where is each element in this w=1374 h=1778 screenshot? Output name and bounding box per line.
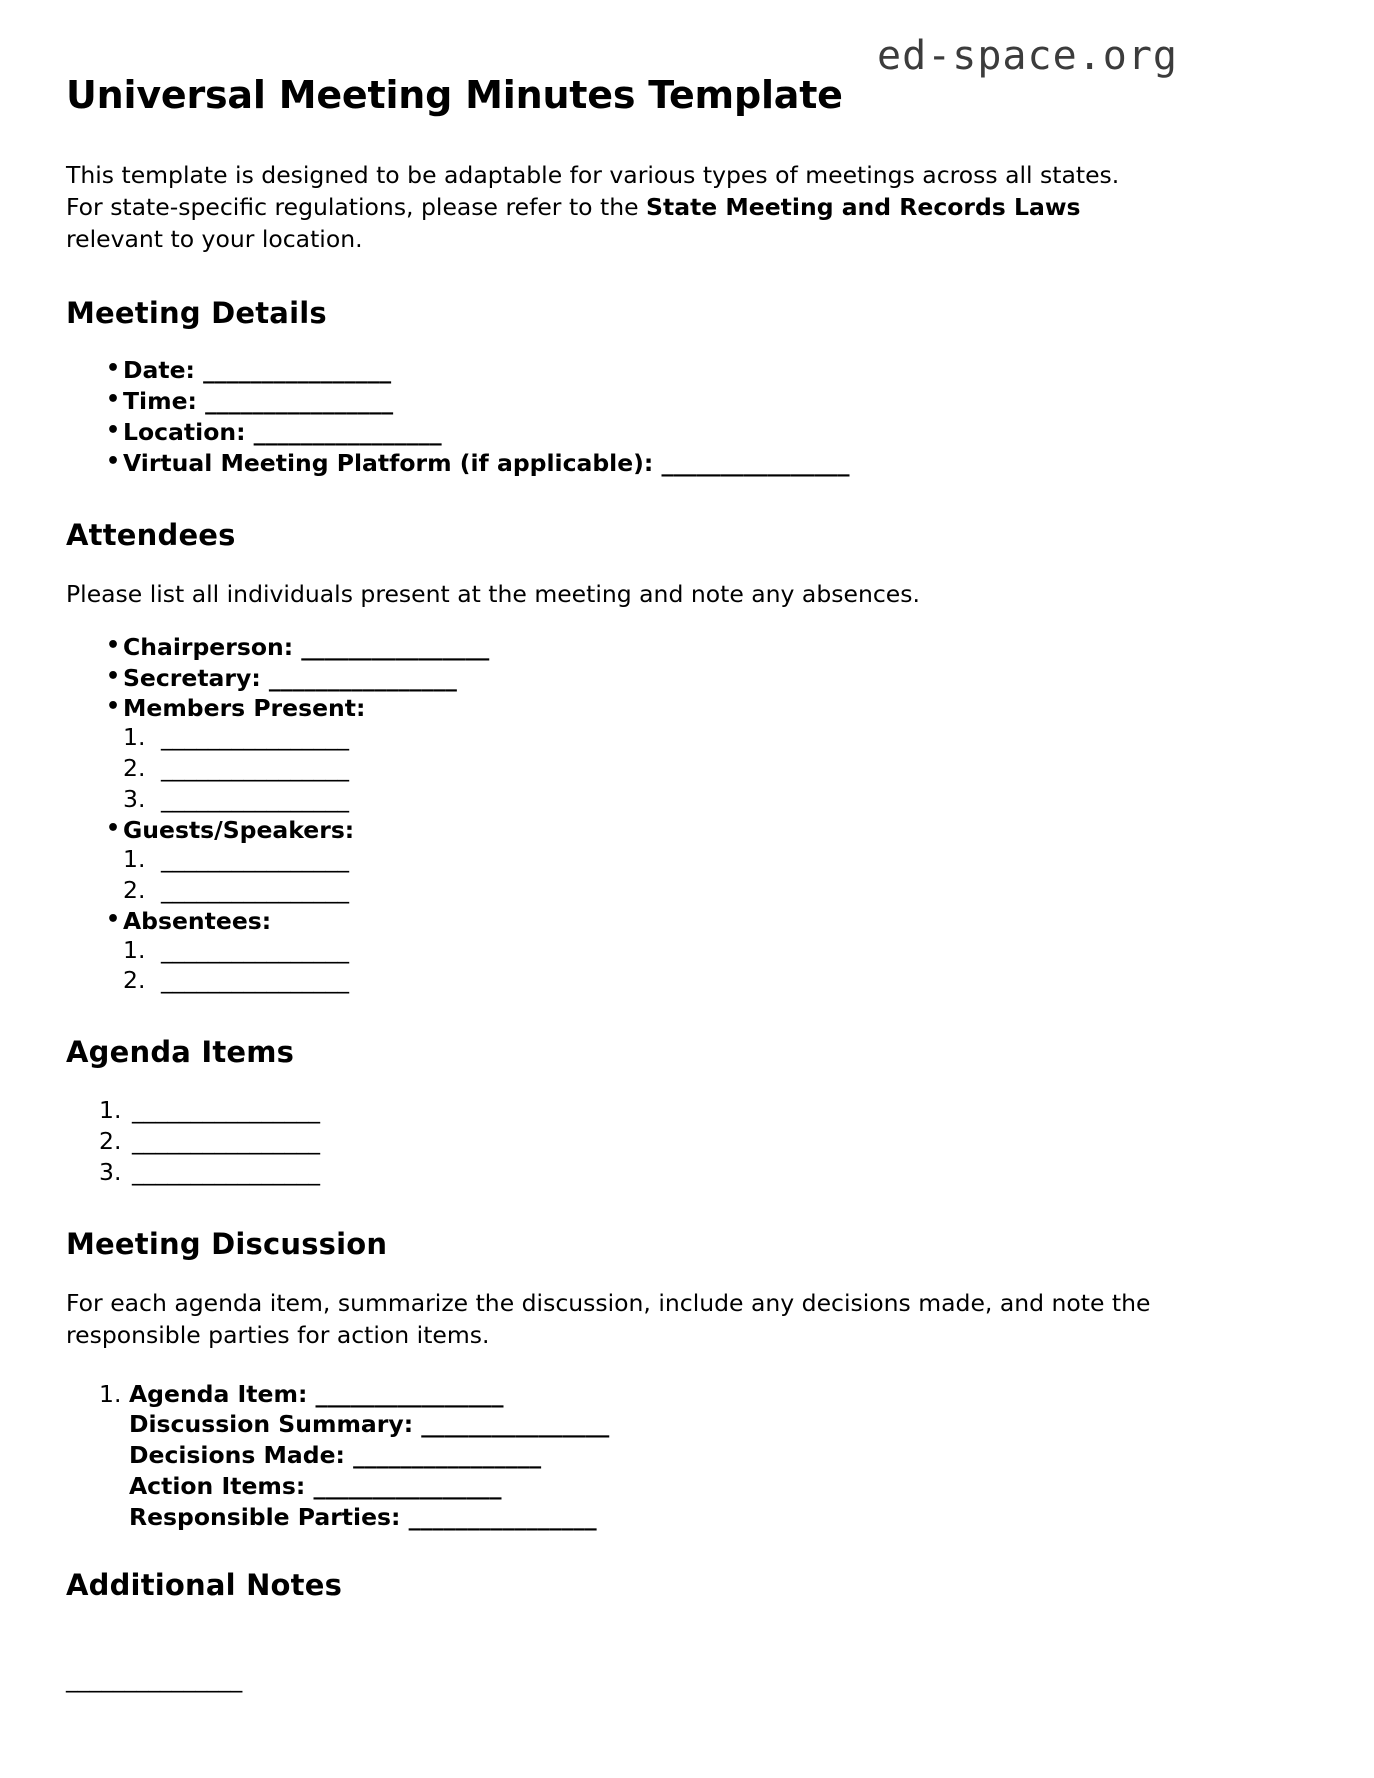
- field-label: Chairperson:: [123, 632, 302, 661]
- list-item: [66, 356, 1246, 385]
- field-label: Absentees:: [123, 906, 272, 935]
- list-item: [123, 966, 1246, 995]
- list-number: 2.: [99, 1127, 122, 1156]
- list-number: 2.: [123, 966, 146, 995]
- list-number: 1.: [123, 723, 146, 752]
- list-item: [66, 633, 1246, 662]
- section-heading-meeting-details: Meeting Details: [66, 295, 327, 330]
- meeting-details-list: [66, 356, 1246, 478]
- field-label: Guests/Speakers:: [123, 816, 355, 844]
- field-label: Agenda Item:: [129, 1379, 316, 1408]
- section-heading-additional-notes: Additional Notes: [66, 1567, 343, 1602]
- page-title: Universal Meeting Minutes Template: [66, 73, 843, 117]
- field-label: Date:: [123, 356, 204, 385]
- list-item: [66, 694, 1246, 814]
- list-item: [99, 1380, 1246, 1532]
- list-item: [99, 1158, 1246, 1187]
- attendees-intro: Please list all individuals present at the meeting and note any absences.: [66, 579, 920, 608]
- section-heading-agenda-items: Agenda Items: [66, 1035, 295, 1070]
- fill-in-blank[interactable]: ________________: [161, 723, 349, 752]
- field-label: Location:: [123, 418, 254, 447]
- discussion-field-action-items: [129, 1472, 1246, 1501]
- list-item: [66, 907, 1246, 996]
- list-item: [99, 1096, 1246, 1125]
- fill-in-blank[interactable]: ________________: [161, 844, 349, 873]
- fill-in-blank[interactable]: ________________: [315, 1379, 504, 1408]
- intro-text-part1: This template is designed to be adaptable for various types of meetings across all states. For state-specific regulations, please refer to the: [66, 160, 1120, 221]
- list-item: [66, 816, 1246, 905]
- discussion-field-responsible-parties: [129, 1503, 1246, 1532]
- absentees-sublist: [123, 936, 1246, 996]
- fill-in-blank[interactable]: ________________: [161, 754, 349, 783]
- list-item: [123, 936, 1246, 965]
- intro-paragraph: [66, 160, 1156, 256]
- list-item: [123, 845, 1246, 874]
- list-number: 1.: [123, 844, 146, 873]
- attendees-list: [66, 633, 1246, 996]
- list-number: 1.: [123, 935, 146, 964]
- intro-text-bold: State Meeting and Records Laws: [646, 192, 1081, 221]
- list-item: [123, 723, 1246, 752]
- list-item: [99, 1127, 1246, 1156]
- list-item: [123, 754, 1246, 783]
- meeting-discussion-intro: For each agenda item, summarize the discussion, include any decisions made, and note the responsible parties for action items.: [66, 1288, 1151, 1349]
- guests-speakers-sublist: [123, 845, 1246, 905]
- list-number: 3.: [99, 1157, 122, 1186]
- list-item: [123, 785, 1246, 814]
- discussion-field-agenda-item: [129, 1380, 1246, 1409]
- fill-in-blank[interactable]: ________________: [313, 1472, 502, 1501]
- meeting-discussion-list: [66, 1380, 1246, 1532]
- discussion-field-decisions-made: [129, 1441, 1246, 1470]
- fill-in-blank[interactable]: ________________: [132, 1157, 320, 1186]
- fill-in-blank[interactable]: ________________: [301, 632, 490, 661]
- field-label: Secretary:: [123, 663, 269, 692]
- fill-in-blank[interactable]: ________________: [268, 663, 457, 692]
- agenda-items-list: [66, 1096, 1246, 1187]
- section-heading-meeting-discussion: Meeting Discussion: [66, 1226, 388, 1261]
- list-item: [66, 664, 1246, 693]
- list-number: 1.: [99, 1379, 122, 1408]
- list-number: 2.: [123, 875, 146, 904]
- fill-in-blank[interactable]: ________________: [161, 935, 349, 964]
- list-item: [123, 876, 1246, 905]
- list-number: 2.: [123, 754, 146, 783]
- fill-in-blank[interactable]: ________________: [253, 418, 442, 447]
- field-label: Discussion Summary:: [129, 1410, 422, 1439]
- site-watermark: ed-space.org: [877, 33, 1178, 79]
- field-label: Time:: [123, 387, 206, 416]
- list-number: 3.: [123, 785, 146, 814]
- fill-in-blank[interactable]: ________________: [161, 875, 349, 904]
- field-label: Virtual Meeting Platform (if applicable):: [123, 449, 662, 478]
- field-label: Action Items:: [129, 1472, 314, 1501]
- list-item: [66, 449, 1246, 478]
- fill-in-blank[interactable]: ________________: [161, 966, 349, 995]
- list-item: [66, 418, 1246, 447]
- fill-in-blank[interactable]: ________________: [421, 1410, 610, 1439]
- discussion-field-discussion-summary: [129, 1410, 1246, 1439]
- list-item: [66, 387, 1246, 416]
- fill-in-blank[interactable]: ________________: [132, 1127, 320, 1156]
- fill-in-blank[interactable]: ________________: [161, 785, 349, 814]
- intro-text-part2: relevant to your location.: [66, 224, 363, 253]
- list-number: 1.: [99, 1096, 122, 1125]
- fill-in-blank[interactable]: ________________: [203, 356, 392, 385]
- members-present-sublist: [123, 723, 1246, 814]
- fill-in-blank[interactable]: ________________: [661, 449, 850, 478]
- fill-in-blank[interactable]: ________________: [205, 387, 394, 416]
- field-label: Members Present:: [123, 694, 366, 723]
- fill-in-blank[interactable]: ________________: [353, 1441, 542, 1470]
- additional-notes-blank[interactable]: _______________: [66, 1664, 243, 1693]
- fill-in-blank[interactable]: ________________: [132, 1096, 320, 1125]
- section-heading-attendees: Attendees: [66, 517, 236, 552]
- field-label: Decisions Made:: [129, 1441, 354, 1470]
- field-label: Responsible Parties:: [129, 1503, 409, 1532]
- fill-in-blank[interactable]: ________________: [408, 1503, 597, 1532]
- document-content: [66, 74, 1246, 1693]
